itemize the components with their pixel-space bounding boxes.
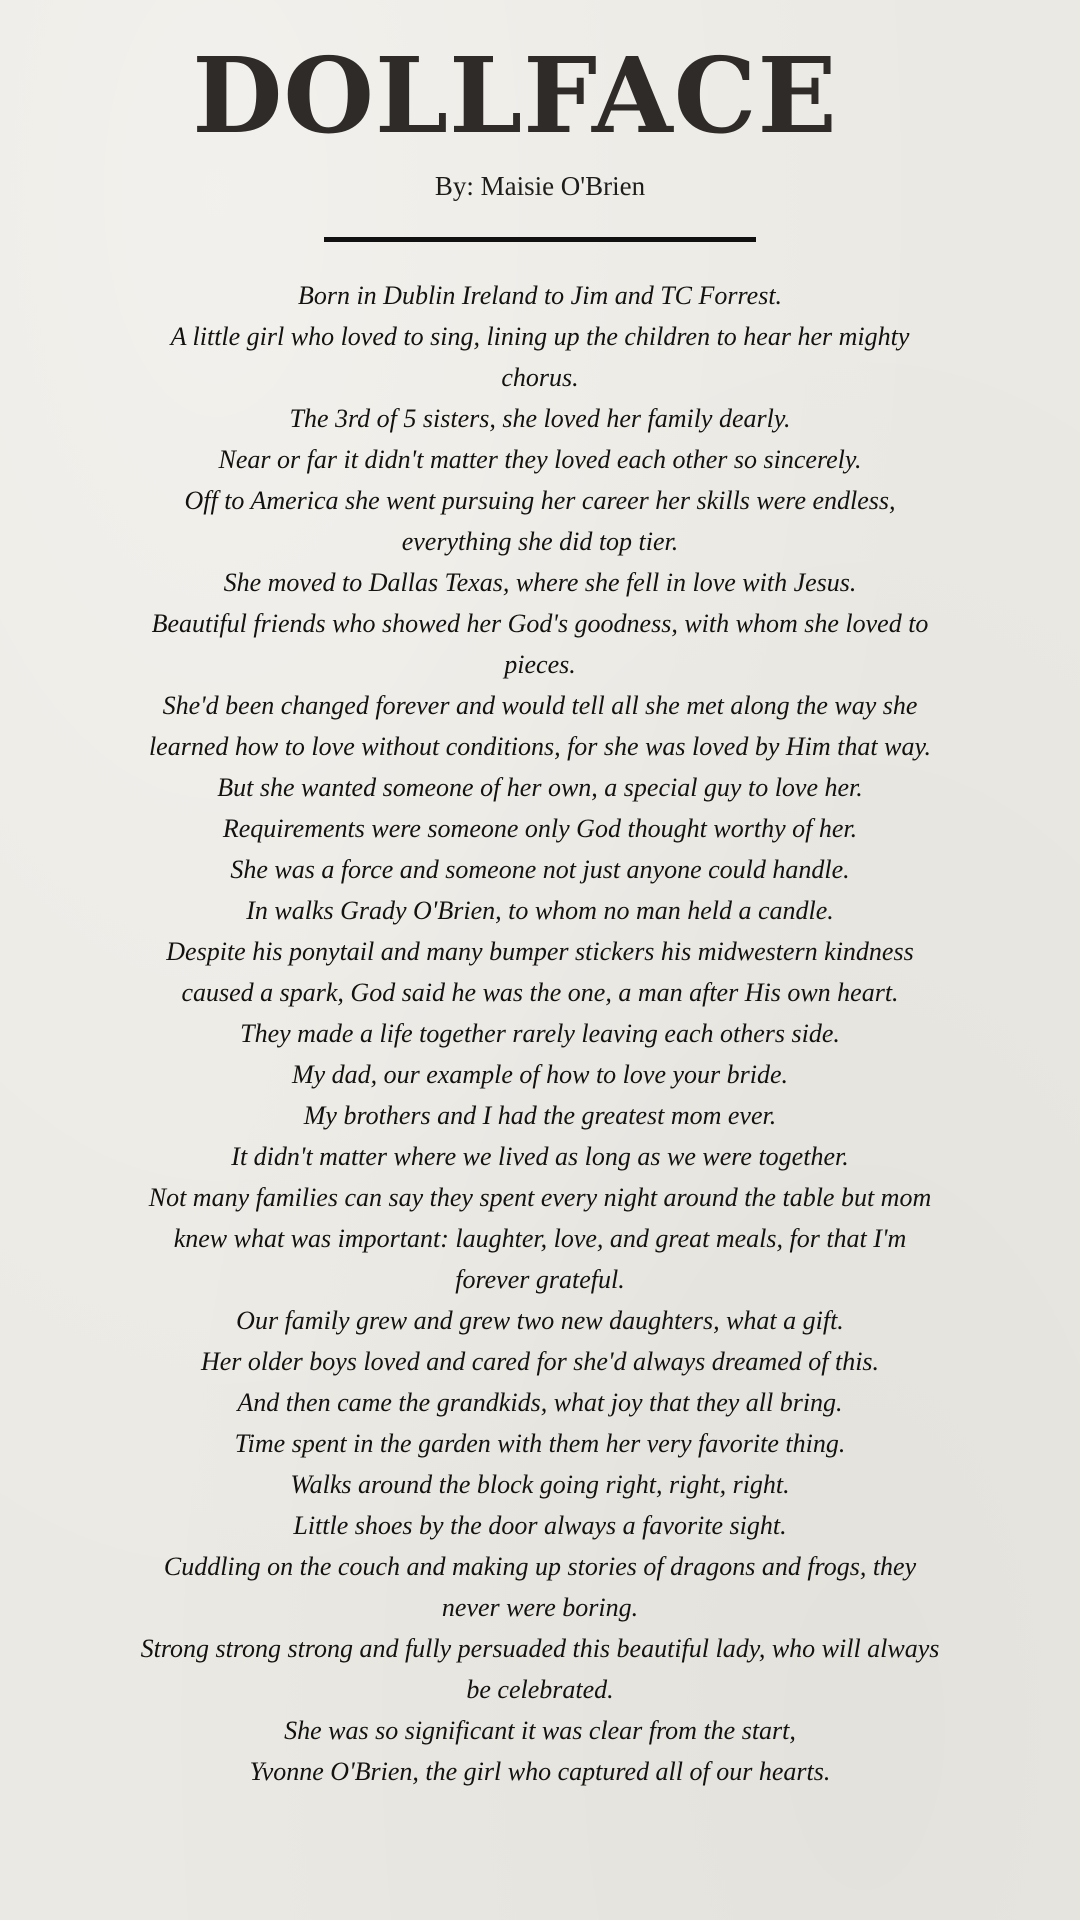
poem-line: Not many families can say they spent every night around the table but mom knew what was important: laughter, love, and great meals, for that I'm forever grateful. [148,1183,932,1294]
poem-line: My dad, our example of how to love your bride. [291,1060,789,1089]
poem-line: Cuddling on the couch and making up stories of dragons and frogs, they never were boring. [163,1552,917,1622]
poem-line: She moved to Dallas Texas, where she fell in love with Jesus. [223,568,857,597]
poem-line: The 3rd of 5 sisters, she loved her family dearly. [289,404,791,433]
poem-line: Yvonne O'Brien, the girl who captured all of our hearts. [249,1757,831,1786]
page-title: DOLLFACE [192,34,838,157]
poem-line: But she wanted someone of her own, a special guy to love her. [217,773,863,802]
poem-line: Born in Dublin Ireland to Jim and TC Forrest. [297,281,783,310]
poem-line: Her older boys loved and cared for she'd always dreamed of this. [200,1347,880,1376]
poem-line: They made a life together rarely leaving each others side. [240,1019,840,1048]
poem-line: Beautiful friends who showed her God's goodness, with whom she loved to pieces. [151,609,929,679]
poem-line: Off to America she went pursuing her career her skills were endless, everything she did top tier. [184,486,896,556]
poem-line: My brothers and I had the greatest mom ever. [303,1101,777,1130]
poem-line: She was a force and someone not just anyone could handle. [230,855,850,884]
poem-line: Walks around the block going right, right, right. [290,1470,790,1499]
poem-line: And then came the grandkids, what joy that they all bring. [237,1388,843,1417]
poem-line: A little girl who loved to sing, lining up the children to hear her mighty chorus. [170,322,910,392]
title-divider [324,237,756,242]
poem-body [140,275,940,1792]
poem-line: In walks Grady O'Brien, to whom no man held a candle. [246,896,834,925]
poem-line: She was so significant it was clear from the start, [284,1716,796,1745]
poem-line: Strong strong strong and fully persuaded this beautiful lady, who will always be celebrated. [140,1634,940,1704]
poem-line: Requirements were someone only God thought worthy of her. [222,814,858,843]
poem-line: Little shoes by the door always a favorite sight. [293,1511,787,1540]
poem-line: Despite his ponytail and many bumper stickers his midwestern kindness caused a spark, God said he was the one, a man after His own heart. [166,937,914,1007]
poem-line: Time spent in the garden with them her very favorite thing. [234,1429,846,1458]
poem-line: She'd been changed forever and would tell all she met along the way she learned how to love without conditions, for she was loved by Him that way. [148,691,932,761]
poem-line: Our family grew and grew two new daughters, what a gift. [236,1306,844,1335]
poem-line: It didn't matter where we lived as long as we were together. [231,1142,849,1171]
author-byline: By: Maisie O'Brien [434,171,646,201]
poem-line: Near or far it didn't matter they loved each other so sincerely. [218,445,862,474]
